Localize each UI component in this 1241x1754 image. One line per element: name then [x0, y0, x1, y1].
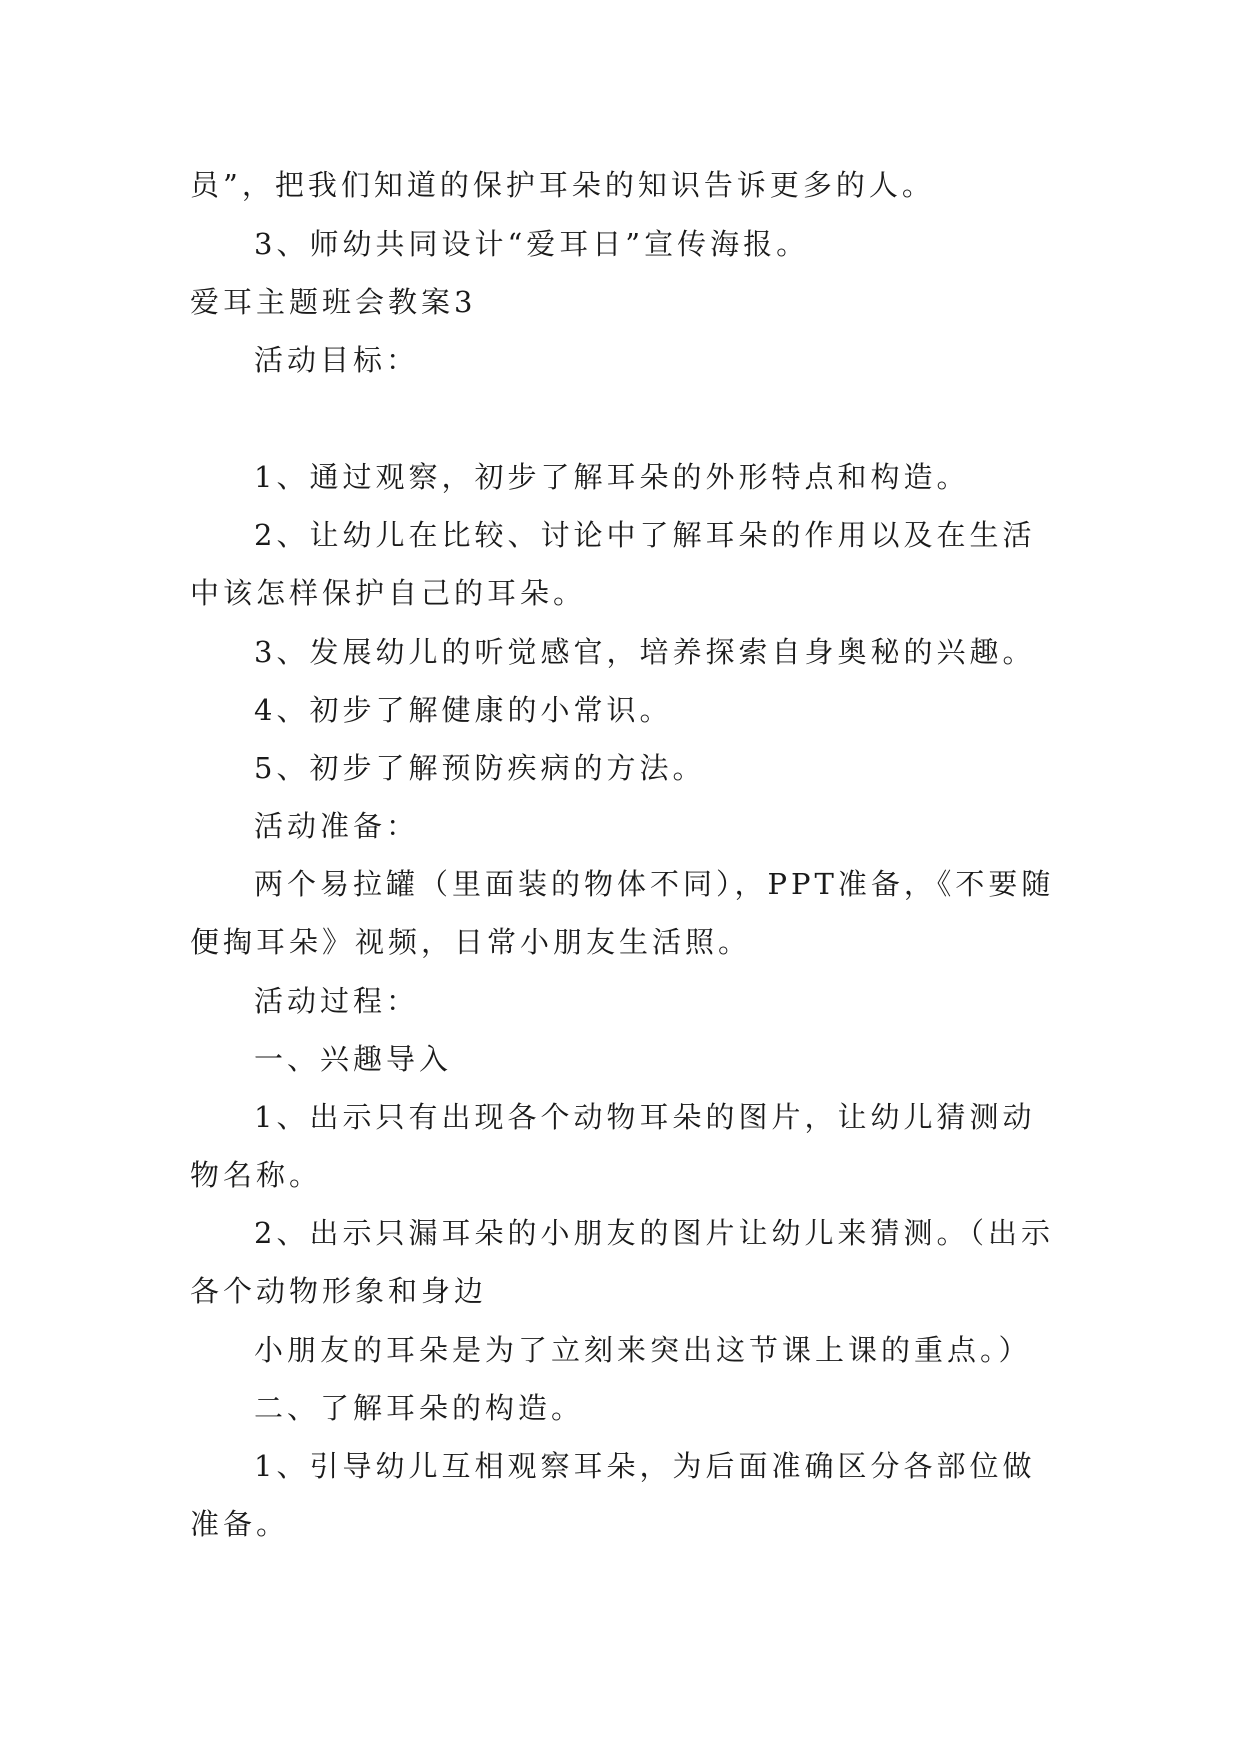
text-line-11: 活动准备： [254, 809, 420, 843]
text-line-19: 各个动物形象和身边 [190, 1274, 488, 1308]
text-line-16: 1、出示只有出现各个动物耳朵的图片，让幼儿猜测动 [254, 1100, 1036, 1134]
text-line-5: 1、通过观察，初步了解耳朵的外形特点和构造。 [254, 460, 970, 494]
text-line-18: 2、出示只漏耳朵的小朋友的图片让幼儿来猜测。（出示 [254, 1216, 1054, 1250]
text-line-14: 活动过程： [254, 984, 420, 1018]
text-line-12: 两个易拉罐（里面装的物体不同），PPT准备，《不要随 [254, 867, 1055, 901]
text-line-7: 中该怎样保护自己的耳朵。 [190, 576, 587, 610]
text-line-6: 2、让幼儿在比较、讨论中了解耳朵的作用以及在生活 [254, 518, 1036, 552]
text-line-10: 5、初步了解预防疾病的方法。 [254, 751, 706, 785]
text-line-21: 二、了解耳朵的构造。 [254, 1391, 585, 1425]
text-line-15: 一、兴趣导入 [254, 1042, 453, 1076]
text-line-20: 小朋友的耳朵是为了立刻来突出这节课上课的重点。） [254, 1333, 1032, 1367]
section-heading: 爱耳主题班会教案3 [190, 285, 477, 319]
text-line-1: 员”，把我们知道的保护耳朵的知识告诉更多的人。 [190, 168, 935, 202]
text-line-23: 准备。 [190, 1507, 290, 1541]
text-line-22: 1、引导幼儿互相观察耳朵，为后面准确区分各部位做 [254, 1449, 1036, 1483]
text-line-13: 便掏耳朵》视频，日常小朋友生活照。 [190, 925, 752, 959]
text-line-4: 活动目标： [254, 343, 420, 377]
text-line-17: 物名称。 [190, 1158, 323, 1192]
text-line-9: 4、初步了解健康的小常识。 [254, 693, 673, 727]
text-line-2: 3、师幼共同设计“爱耳日”宣传海报。 [254, 227, 810, 261]
text-line-8: 3、发展幼儿的听觉感官，培养探索自身奥秘的兴趣。 [254, 635, 1036, 669]
